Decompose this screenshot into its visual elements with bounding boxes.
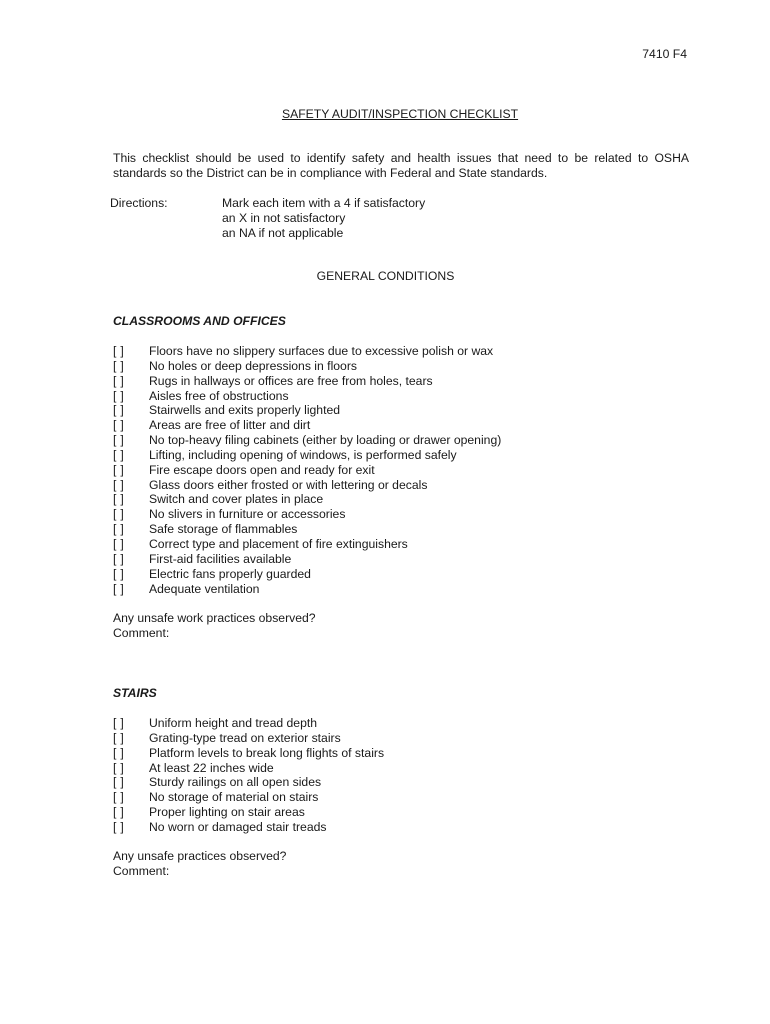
checklist-item-label: Uniform height and tread depth <box>149 716 318 730</box>
comment-label: Comment: <box>113 864 170 878</box>
directions-label: Directions: <box>110 196 168 210</box>
observation-question: Any unsafe work practices observed? <box>113 611 316 625</box>
checklist-item <box>113 522 501 537</box>
checklist-item-label: Proper lighting on stair areas <box>149 805 305 820</box>
directions-list <box>222 196 425 241</box>
checklist-item <box>113 359 501 374</box>
checkbox-bracket[interactable]: [ ] <box>113 536 125 551</box>
checklist-item-label: Electric fans properly guarded <box>149 566 311 581</box>
section-heading: GENERAL CONDITIONS <box>316 269 455 283</box>
observation-block-classrooms <box>113 611 316 641</box>
checklist-item <box>113 567 501 582</box>
checklist-item <box>113 716 384 731</box>
checklist-item <box>113 403 501 418</box>
checklist-item-label: Aisles free of obstructions <box>149 388 289 403</box>
checkbox-bracket[interactable]: [ ] <box>113 790 125 805</box>
checklist-item <box>113 790 384 805</box>
checklist-item-label: First-aid facilities available <box>149 551 292 566</box>
checkbox-bracket[interactable]: [ ] <box>113 775 125 790</box>
checklist-item <box>113 478 501 493</box>
checkbox-bracket[interactable]: [ ] <box>113 581 125 596</box>
checkbox-bracket[interactable]: [ ] <box>113 403 125 418</box>
form-id: 7410 F4 <box>642 47 687 61</box>
checklist-item <box>113 507 501 522</box>
checkbox-bracket[interactable]: [ ] <box>113 760 125 775</box>
checkbox-bracket[interactable]: [ ] <box>113 716 125 730</box>
checkbox-bracket[interactable]: [ ] <box>113 745 125 760</box>
observation-question: Any unsafe practices observed? <box>113 849 287 863</box>
category-heading-classrooms: CLASSROOMS AND OFFICES <box>113 314 286 328</box>
checkbox-bracket[interactable]: [ ] <box>113 388 125 403</box>
checklist-classrooms <box>113 344 501 596</box>
checklist-item-label: No holes or deep depressions in floors <box>149 358 357 373</box>
checklist-item <box>113 492 501 507</box>
checklist-item-label: No top-heavy filing cabinets (either by loading or drawer opening) <box>149 433 502 448</box>
checklist-item-label: At least 22 inches wide <box>149 760 274 775</box>
checkbox-bracket[interactable]: [ ] <box>113 819 125 834</box>
checkbox-bracket[interactable]: [ ] <box>113 344 125 358</box>
checklist-item-label: Correct type and placement of fire extinguishers <box>149 536 408 551</box>
checkbox-bracket[interactable]: [ ] <box>113 477 125 492</box>
checklist-item <box>113 731 384 746</box>
checklist-item-label: Platform levels to break long flights of stairs <box>149 745 385 760</box>
checklist-item-label: No slivers in furniture or accessories <box>149 507 346 522</box>
checklist-item <box>113 775 384 790</box>
checkbox-bracket[interactable]: [ ] <box>113 551 125 566</box>
direction-line: an NA if not applicable <box>222 226 344 240</box>
checkbox-bracket[interactable]: [ ] <box>113 433 125 448</box>
checklist-item <box>113 463 501 478</box>
checklist-item <box>113 433 501 448</box>
checkbox-bracket[interactable]: [ ] <box>113 492 125 507</box>
checkbox-bracket[interactable]: [ ] <box>113 522 125 537</box>
checkbox-bracket[interactable]: [ ] <box>113 373 125 388</box>
direction-line: Mark each item with a 4 if satisfactory <box>222 196 426 210</box>
checklist-stairs <box>113 716 384 835</box>
checklist-item-label: Adequate ventilation <box>149 581 260 596</box>
checkbox-bracket[interactable]: [ ] <box>113 507 125 522</box>
checkbox-bracket[interactable]: [ ] <box>113 418 125 433</box>
checklist-item-label: Areas are free of litter and dirt <box>149 418 311 433</box>
observation-block-stairs <box>113 849 286 879</box>
page-title: SAFETY AUDIT/INSPECTION CHECKLIST <box>281 107 519 121</box>
checklist-item-label: Rugs in hallways or offices are free from holes, tears <box>149 373 433 388</box>
checklist-item-label: No worn or damaged stair treads <box>149 819 327 834</box>
checklist-item <box>113 344 501 359</box>
checklist-item <box>113 389 501 404</box>
checklist-item <box>113 418 501 433</box>
checklist-item <box>113 582 501 597</box>
checklist-item-label: Lifting, including opening of windows, is performed safely <box>149 447 457 462</box>
checklist-item <box>113 746 384 761</box>
checklist-item-label: Glass doors either frosted or with lettering or decals <box>149 477 428 492</box>
checklist-item <box>113 552 501 567</box>
checklist-item <box>113 805 384 820</box>
checklist-item <box>113 761 384 776</box>
checklist-item <box>113 448 501 463</box>
checklist-item-label: No storage of material on stairs <box>149 790 319 805</box>
checklist-item-label: Stairwells and exits properly lighted <box>149 403 341 418</box>
checklist-item-label: Floors have no slippery surfaces due to excessive polish or wax <box>149 344 494 358</box>
checklist-item-label: Fire escape doors open and ready for exit <box>149 462 375 477</box>
intro-paragraph: This checklist should be used to identify safety and health issues that need to be related to OSHA standards so the District can be in compliance with Federal and State standards. <box>113 151 689 180</box>
checkbox-bracket[interactable]: [ ] <box>113 805 125 820</box>
checklist-item-label: Grating-type tread on exterior stairs <box>149 730 341 745</box>
checkbox-bracket[interactable]: [ ] <box>113 730 125 745</box>
checklist-item <box>113 374 501 389</box>
checkbox-bracket[interactable]: [ ] <box>113 462 125 477</box>
checklist-item-label: Sturdy railings on all open sides <box>149 775 322 790</box>
checkbox-bracket[interactable]: [ ] <box>113 566 125 581</box>
direction-line: an X in not satisfactory <box>222 211 346 225</box>
checklist-item <box>113 820 384 835</box>
checklist-item-label: Switch and cover plates in place <box>149 492 324 507</box>
category-heading-stairs: STAIRS <box>113 686 157 700</box>
checkbox-bracket[interactable]: [ ] <box>113 447 125 462</box>
checklist-item <box>113 537 501 552</box>
checkbox-bracket[interactable]: [ ] <box>113 358 125 373</box>
comment-label: Comment: <box>113 626 170 640</box>
checklist-item-label: Safe storage of flammables <box>149 522 298 537</box>
